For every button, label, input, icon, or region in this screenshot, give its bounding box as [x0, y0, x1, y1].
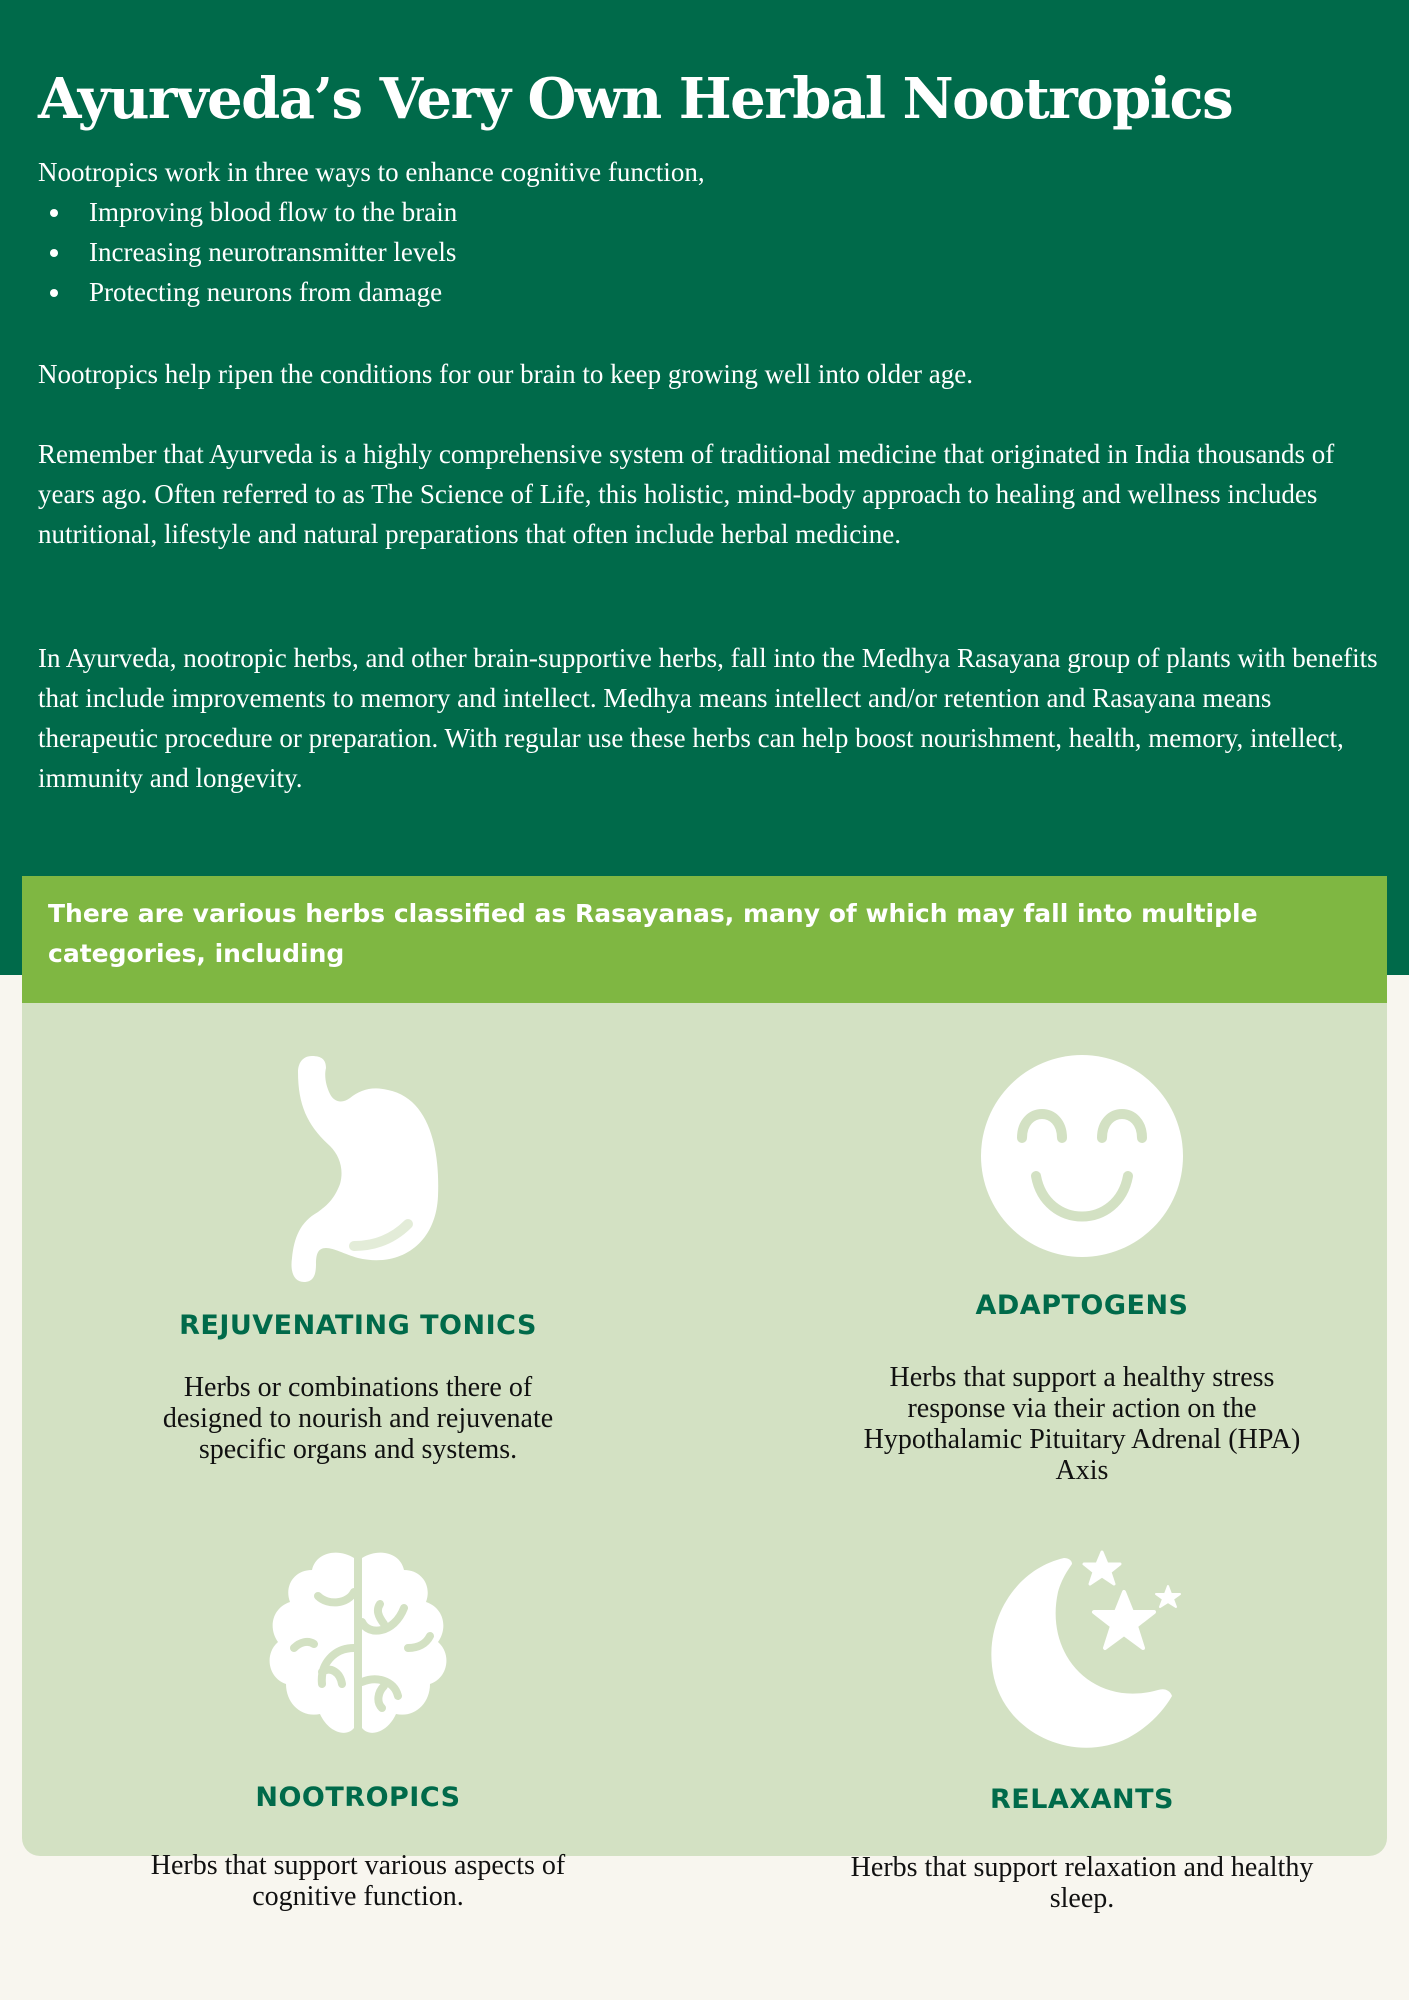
category-title: NOOTROPICS	[255, 1782, 461, 1813]
intro-text: Nootropics work in three ways to enhance cognitive function,	[38, 157, 705, 187]
card-header: There are various herbs classified as Rasayanas, many of which may fall into multiple categories, including	[22, 876, 1387, 1003]
list-item-text: Increasing neurotransmitter levels	[89, 237, 457, 267]
category-description: Herbs that support a healthy stress response via their action on the Hypothalamic Pituitary Adrenal (HPA) Axis	[863, 1362, 1301, 1486]
list-item	[38, 272, 457, 312]
moon-stars-icon	[972, 1540, 1192, 1765]
category-title: ADAPTOGENS	[975, 1290, 1189, 1321]
paragraph-ayurveda-overview: Remember that Ayurveda is a highly comprehensive system of traditional medicine that originated in India thousands of years ago. Often referred to as The Science of Life, this holistic, mind-body approach to healing and wellness includes nutritional, lifestyle and natural preparations that often include herbal medicine.	[38, 439, 1335, 549]
category-description: Herbs that support various aspects of cognitive function.	[150, 1850, 566, 1912]
category-nootropics	[78, 876, 638, 1912]
list-item	[38, 192, 457, 232]
benefits-list	[38, 192, 457, 312]
hero-section	[0, 0, 1409, 975]
bullet-icon	[50, 209, 58, 217]
category-title: RELAXANTS	[989, 1784, 1174, 1815]
rasayana-categories-card	[22, 876, 1387, 1914]
paragraph-brain-growth: Nootropics help ripen the conditions for our brain to keep growing well into older age.	[38, 359, 974, 389]
list-item-text: Improving blood flow to the brain	[89, 197, 458, 227]
category-description: Herbs or combinations there of designed to nourish and rejuvenate specific organs and systems.	[162, 1372, 554, 1465]
list-item-text: Protecting neurons from damage	[89, 277, 443, 307]
page-title: Ayurveda’s Very Own Herbal Nootropics	[38, 66, 1233, 132]
bullet-icon	[50, 289, 58, 297]
category-title: REJUVENATING TONICS	[179, 1310, 537, 1341]
paragraph-medhya-rasayana: In Ayurveda, nootropic herbs, and other brain-supportive herbs, fall into the Medhya Rasayana group of plants with benefits that include improvements to memory and intellect. Medhya means intellect and/or retention and Rasayana means therapeutic procedure or preparation. With regular use these herbs can help boost nourishment, health, memory, intellect, immunity and longevity.	[38, 643, 1378, 793]
category-description: Herbs that support relaxation and healthy sleep.	[850, 1852, 1314, 1914]
bullet-icon	[50, 249, 58, 257]
list-item	[38, 232, 457, 272]
brain-icon	[258, 1544, 458, 1749]
category-relaxants	[802, 876, 1362, 1914]
